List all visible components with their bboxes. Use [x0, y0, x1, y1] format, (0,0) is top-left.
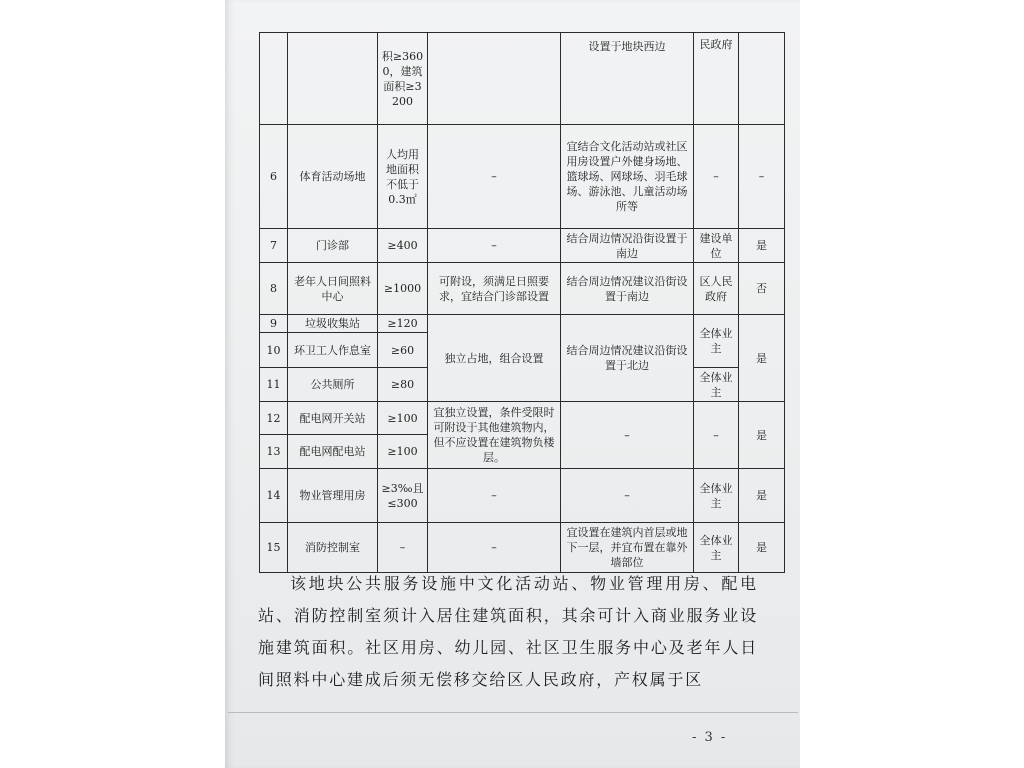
page-number: - 3 -	[692, 730, 728, 745]
table-row	[260, 469, 785, 523]
flag-cell	[739, 33, 785, 125]
facility-name: 门诊部	[288, 229, 378, 263]
owner-cell: –	[694, 402, 739, 469]
table-row	[260, 229, 785, 263]
requirement-cell: –	[428, 229, 561, 263]
location-cell: 宜结合文化活动站或社区用房设置户外健身场地、篮球场、网球场、羽毛球场、游泳池、儿童活动场所等	[561, 125, 694, 229]
table-row	[260, 263, 785, 315]
row-number: 7	[260, 229, 288, 263]
area-cell: ≥120	[378, 315, 428, 333]
owner-cell: 全体业主	[694, 523, 739, 573]
facility-name: 配电网配电站	[288, 435, 378, 469]
area-cell: 人均用地面积不低于0.3㎡	[378, 125, 428, 229]
location-cell: –	[561, 469, 694, 523]
area-cell: ≥60	[378, 333, 428, 368]
requirement-cell: –	[428, 523, 561, 573]
area-cell: ≥3‰且≤300	[378, 469, 428, 523]
area-cell: ≥80	[378, 368, 428, 402]
facility-name: 物业管理用房	[288, 469, 378, 523]
location-cell: 结合周边情况沿街设置于南边	[561, 229, 694, 263]
row-number: 14	[260, 469, 288, 523]
facility-name: 垃圾收集站	[288, 315, 378, 333]
row-number: 8	[260, 263, 288, 315]
owner-cell: 全体业主	[694, 469, 739, 523]
facility-name: 公共厕所	[288, 368, 378, 402]
facility-name: 体育活动场地	[288, 125, 378, 229]
location-cell: –	[561, 402, 694, 469]
flag-cell: 是	[739, 469, 785, 523]
flag-cell: –	[739, 125, 785, 229]
row-number: 12	[260, 402, 288, 435]
row-number: 11	[260, 368, 288, 402]
area-cell: ≥100	[378, 435, 428, 469]
area-cell: ≥1000	[378, 263, 428, 315]
area-cell: ≥400	[378, 229, 428, 263]
location-cell: 宜设置在建筑内首层或地下一层，并宜布置在靠外墙部位	[561, 523, 694, 573]
area-cell: 积≥3600，建筑面积≥3200	[378, 33, 428, 125]
facility-name: 老年人日间照料中心	[288, 263, 378, 315]
location-cell: 结合周边情况建议沿街设置于南边	[561, 263, 694, 315]
owner-cell: –	[694, 125, 739, 229]
row-number: 9	[260, 315, 288, 333]
flag-cell: 是	[739, 315, 785, 402]
flag-cell: 是	[739, 523, 785, 573]
row-number: 13	[260, 435, 288, 469]
requirement-cell: 宜独立设置，条件受限时可附设于其他建筑物内，但不应设置在建筑物负楼层。	[428, 402, 561, 469]
table-row	[260, 402, 785, 435]
owner-cell: 民政府	[694, 33, 739, 125]
location-cell: 结合周边情况建议沿街设置于北边	[561, 315, 694, 402]
row-number: 6	[260, 125, 288, 229]
facility-name: 配电网开关站	[288, 402, 378, 435]
area-cell: –	[378, 523, 428, 573]
owner-cell: 全体业主	[694, 368, 739, 402]
footer-divider	[228, 712, 798, 713]
row-number: 15	[260, 523, 288, 573]
paragraph-text: 该地块公共服务设施中文化活动站、物业管理用房、配电站、消防控制室须计入居住建筑面积，其余可计入商业服务业设施建筑面积。社区用房、幼儿园、社区卫生服务中心及老年人日间照料中心建成后须无偿移交给区人民政府，产权属于区	[258, 574, 758, 689]
requirement-cell: 可附设，须满足日照要求，宜结合门诊部设置	[428, 263, 561, 315]
flag-cell: 是	[739, 402, 785, 469]
requirement-cell: 独立占地，组合设置	[428, 315, 561, 402]
owner-cell: 区人民政府	[694, 263, 739, 315]
table-row	[260, 523, 785, 573]
requirement-cell: –	[428, 469, 561, 523]
facilities-table	[259, 32, 785, 573]
flag-cell: 是	[739, 229, 785, 263]
body-paragraph	[258, 568, 758, 696]
area-cell: ≥100	[378, 402, 428, 435]
table-row	[260, 315, 785, 333]
flag-cell: 否	[739, 263, 785, 315]
facility-name: 消防控制室	[288, 523, 378, 573]
table-row	[260, 125, 785, 229]
facility-name: 环卫工人作息室	[288, 333, 378, 368]
owner-cell: 建设单位	[694, 229, 739, 263]
location-cell: 设置于地块西边	[561, 33, 694, 125]
requirement-cell: –	[428, 125, 561, 229]
owner-cell: 全体业主	[694, 315, 739, 368]
table-row	[260, 33, 785, 125]
row-number: 10	[260, 333, 288, 368]
